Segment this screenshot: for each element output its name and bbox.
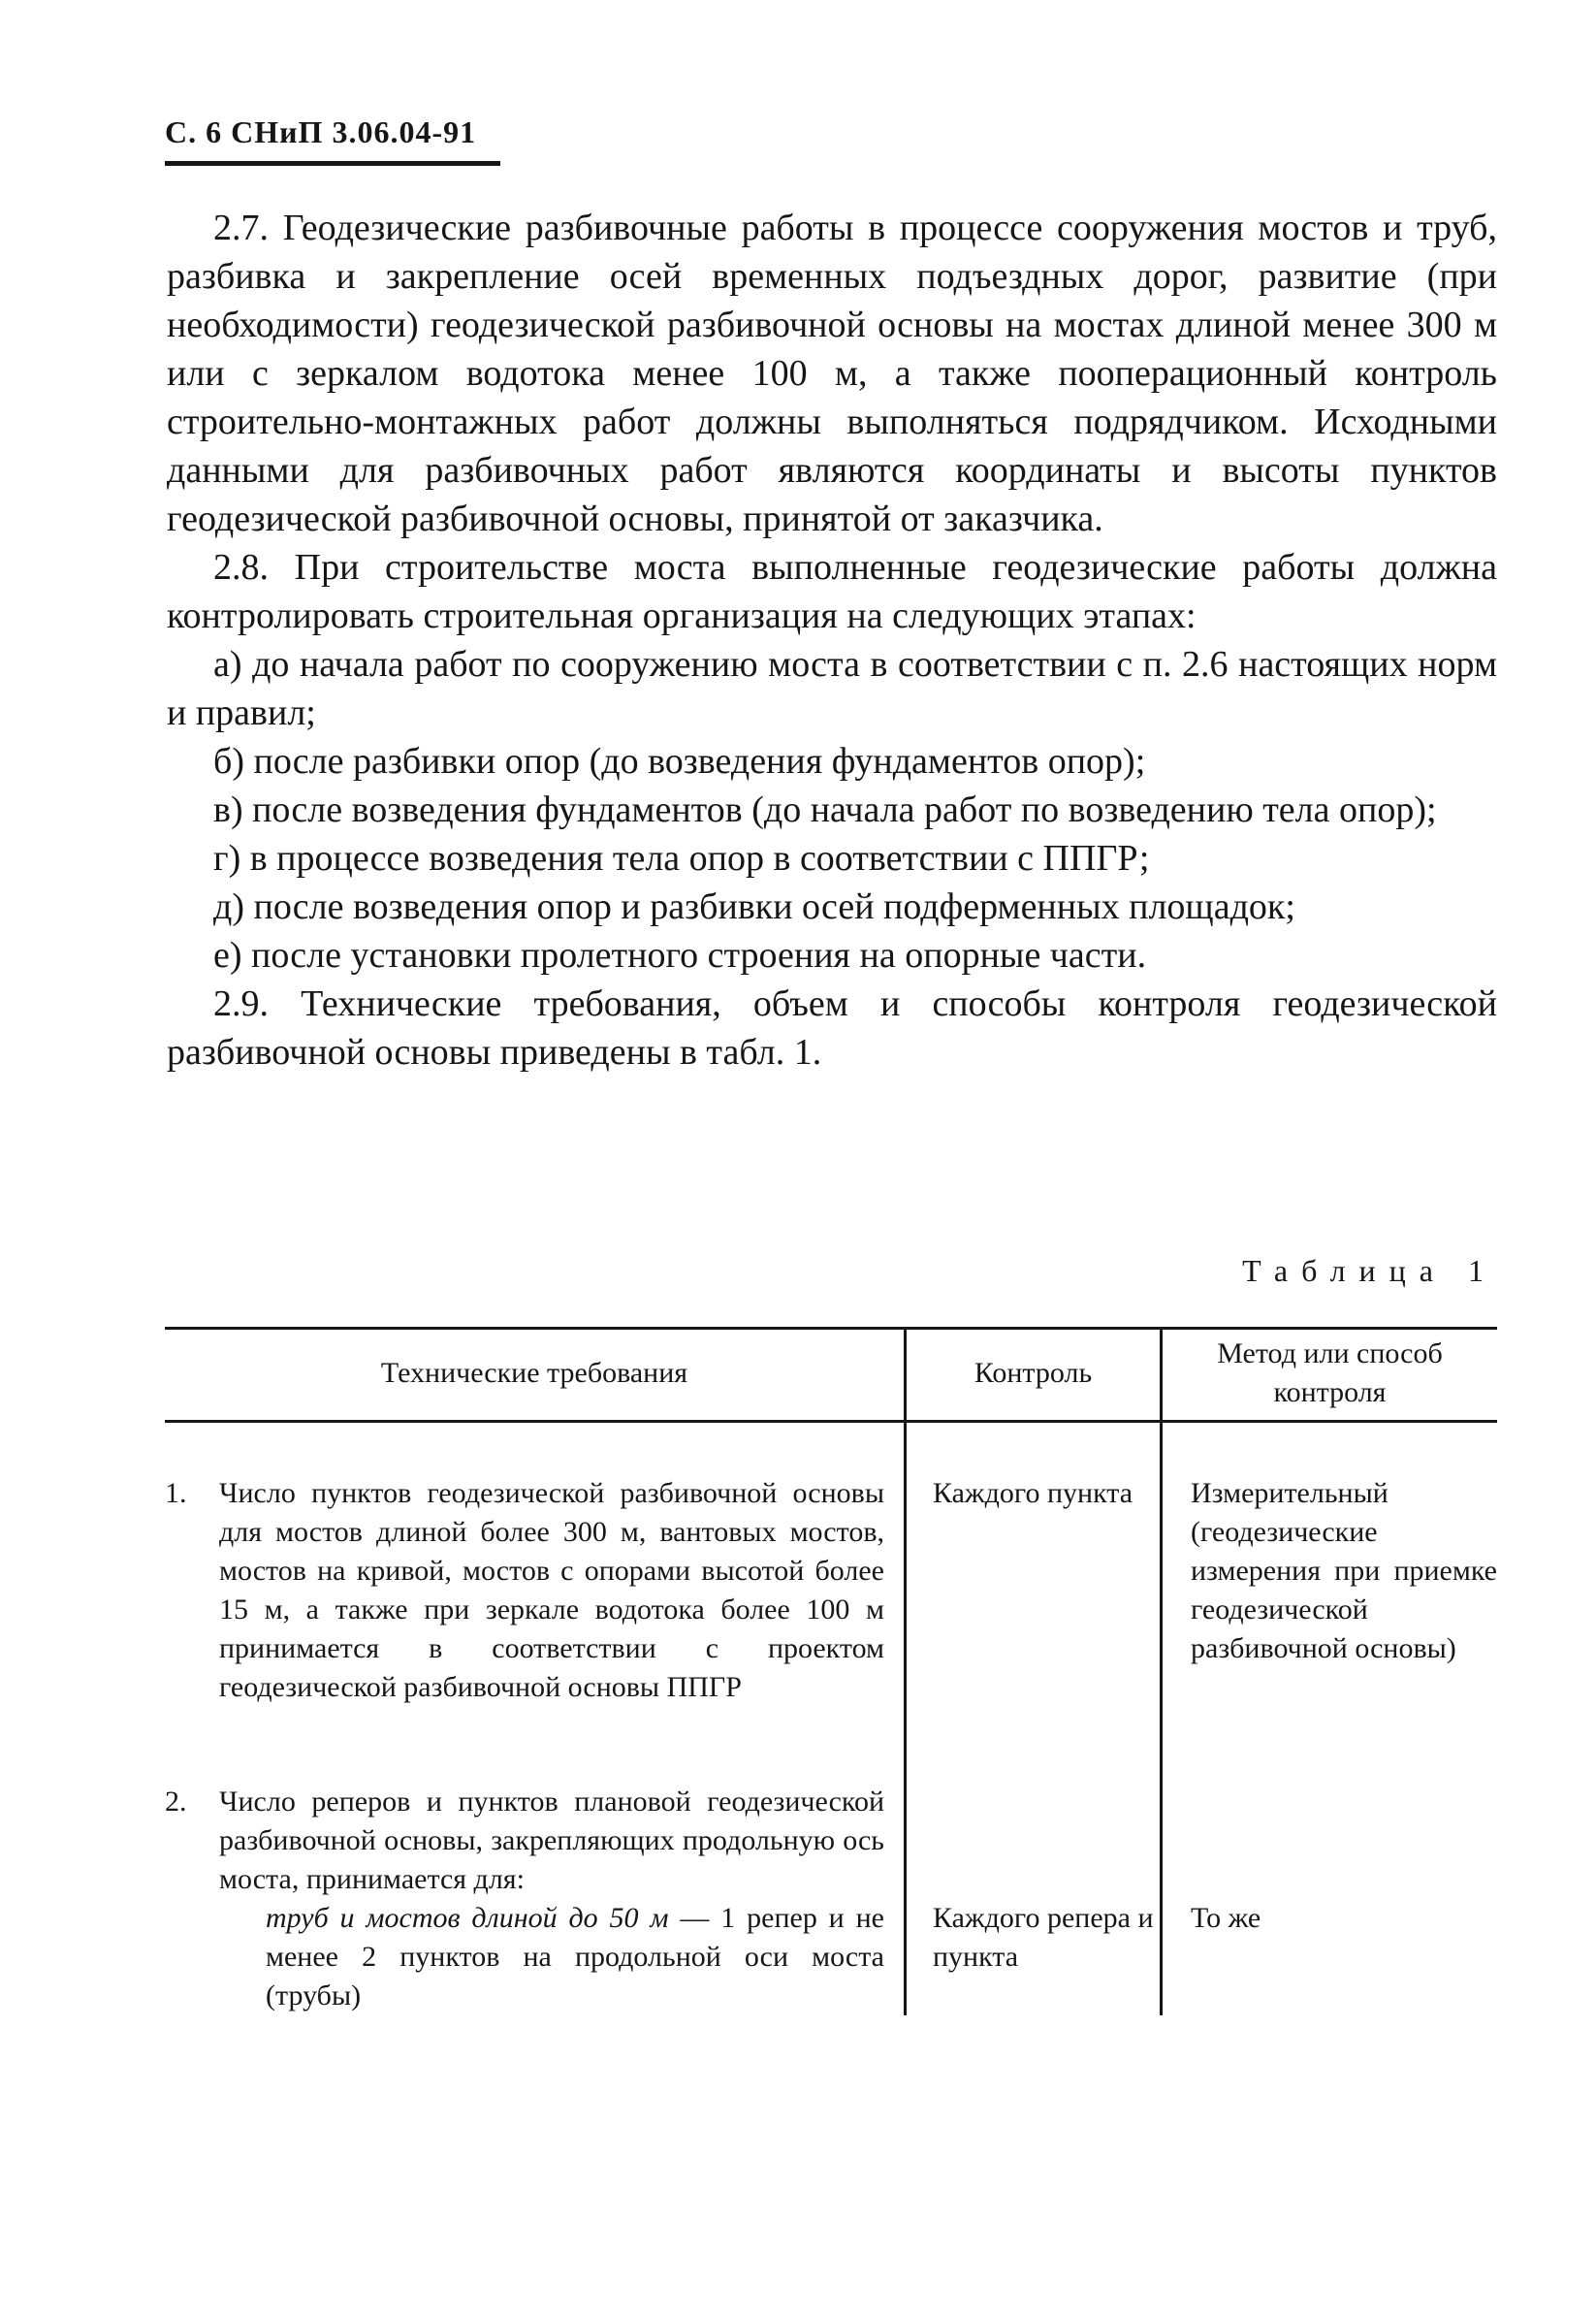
header-rule [165,161,500,166]
list-item-v: в) после возведения фундаментов (до начала работ по возведению тела опор); [213,789,1437,830]
header-requirements: Технические требования [380,1357,688,1389]
row-2-method: То же [1191,1902,1261,1934]
paragraph-2-8: 2.8. При строительстве моста выполненные геодезические работы должна контролировать строительная организация на следующих этапах: [167,547,1497,636]
row-2-number: 2. [165,1786,187,1818]
paragraph-2-7: 2.7. Геодезические разбивочные работы в процессе сооружения мостов и труб, разбивка и закрепление осей временных подъездных дорог, развитие (при необходимости) геодезической разбивочной основы на мостах длиной менее 300 м или с зеркалом водотока менее 100 м, а также пооперационный контроль строительно-монтажных работ должны выполняться подрядчиком. Исходными данными для разбивочных работ являются координаты и высоты пунктов геодезической разбивочной основы, принятой от заказчика. [167,208,1497,539]
body-text [167,204,1497,1077]
list-item-e: е) после установки пролетного строения на опорные части. [213,935,1147,976]
row-2-sub-italic: труб и мостов длиной до 50 м [266,1902,669,1934]
row-1-control: Каждого пункта [933,1477,1133,1509]
row-1-method: Измерительный (геодезические измерения при приемке геодезической разбивочной основы) [1191,1477,1497,1664]
requirements-table [165,1327,1497,2015]
row-1-requirement: Число пунктов геодезической разбивочной основы для мостов длиной более 300 м, вантовых мостов, мостов на кривой, мостов с опорами высотой более 15 м, а также при зеркале водотока более 100 м принимается в соответствии с проектом геодезической разбивочной основы ППГР [219,1477,884,1703]
header-control: Контроль [974,1357,1093,1389]
table-header-rule [165,1420,1497,1423]
header-method: Метод или способ контроля [1217,1337,1443,1408]
list-item-g: г) в процессе возведения тела опор в соответствии с ППГР; [213,838,1150,879]
list-item-d: д) после возведения опор и разбивки осей подферменных площадок; [213,886,1295,927]
row-2-control: Каждого репера и пункта [933,1902,1154,1973]
table-caption: Таблица 1 [1242,1253,1497,1288]
row-2-requirement: Число реперов и пунктов плановой геодезической разбивочной основы, закрепляющих продольную ось моста, принимается для: [219,1786,884,1895]
row-1-number: 1. [165,1477,187,1509]
row-2-sub-requirement [266,1899,884,2015]
list-item-b: б) после разбивки опор (до возведения фундаментов опор); [213,741,1146,782]
list-item-a: а) до начала работ по сооружению моста в соответствии с п. 2.6 настоящих норм и правил; [167,644,1497,733]
paragraph-2-9: 2.9. Технические требования, объем и способы контроля геодезической разбивочной основы приведены в табл. 1. [167,983,1497,1073]
table-column-divider [904,1327,907,2015]
row-2-sub-rest: — 1 репер и не менее 2 пунктов на продольной оси моста (трубы) [266,1902,884,2011]
page-header: С. 6 СНиП 3.06.04-91 [165,114,477,149]
table-column-divider [1160,1327,1163,2015]
